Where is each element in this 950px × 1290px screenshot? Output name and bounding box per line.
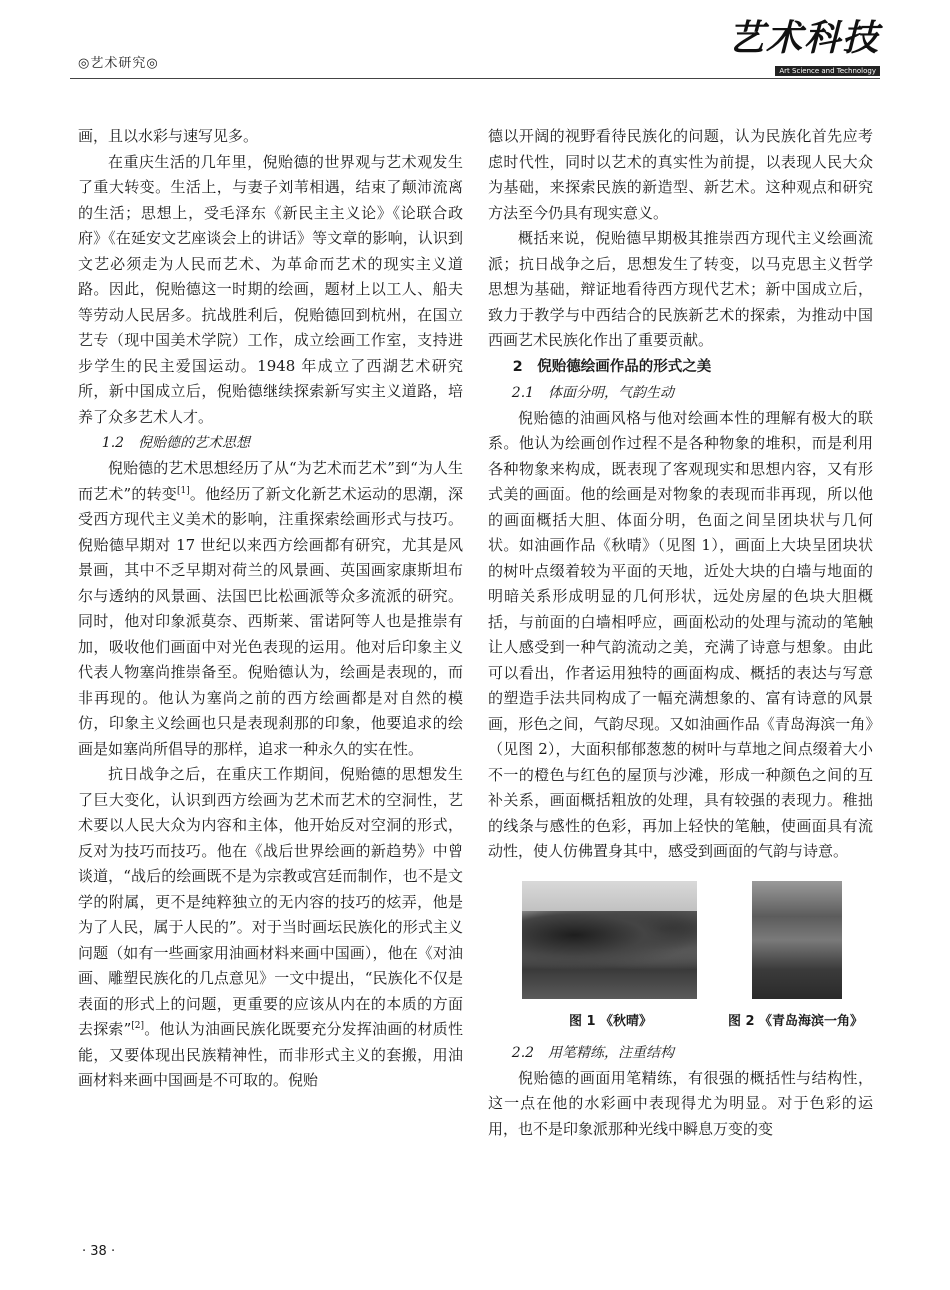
section-heading: 2 倪贻德绘画作品的形式之美: [512, 358, 712, 375]
paragraph: 在重庆生活的几年里，倪贻德的世界观与艺术观发生了重大转变。生活上，与妻子刘苇相遇，结束了颠沛流离的生活；思想上，受毛泽东《新民主主义论》《论联合政府》《在延安文艺座谈会上的讲话》等文章的影响，认识到文艺必须走为人民而艺术、为革命而艺术的现实主义道路。因此，倪贻德这一时期的绘画，题材上以工人、船夫等劳动人民居多。抗战胜利后，倪贻德回到杭州，在国立艺专（现中国美术学院）工作，成立绘画工作室，支持进步学生的民主爱国运动。1948 年成立了西湖艺术研究所，新中国成立后，倪贻德继续探索新写实主义道路，培养了众多艺术人才。: [78, 152, 463, 426]
paragraph: 概括来说，倪贻德早期极其推崇西方现代主义绘画流派；抗日战争之后，思想发生了转变，以马克思主义哲学思想为基础，辩证地看待西方现代艺术；新中国成立后，致力于教学与中西结合的民族新艺术的探索，为推动中国西画艺术民族化作出了重要贡献。: [488, 229, 873, 349]
paragraph: 德以开阔的视野看待民族化的问题，认为民族化首先应考虑时代性，同时以艺术的真实性为前提，以表现人民大众为基础，来探索民族的新造型、新艺术。这种观点和研究方法至今仍具有现实意义。: [488, 127, 873, 222]
header-rule: [70, 78, 880, 79]
figure-1-caption: 图 1 《秋晴》: [568, 1013, 653, 1029]
journal-logo: [728, 18, 880, 77]
paragraph: [78, 456, 463, 762]
subsection-heading: 1.2 倪贻德的艺术思想: [101, 435, 251, 451]
left-column: [78, 124, 463, 1094]
figure-1-painting: [522, 881, 697, 999]
subsection-heading: 2.2 用笔精练，注重结构: [511, 1044, 675, 1061]
paragraph: [78, 762, 463, 1094]
section-label: ◎艺术研究◎: [78, 56, 159, 71]
citation-ref: [2]: [131, 1021, 144, 1031]
citation-ref: [1]: [176, 485, 190, 496]
paragraph-text: 倪贻德的艺术思想经历了从“为艺术而艺术”到“为人生而艺术”的转变: [78, 459, 463, 503]
paragraph: 画，且以水彩与速写见多。: [78, 127, 259, 145]
paragraph: 倪贻德的油画风格与他对绘画本性的理解有极大的联系。他认为绘画创作过程不是各种物象的堆积，而是利用各种物象来构成，既表现了客观现实和思想内容，又有形式美的画面。他的绘画是对物象的表现而非再现，所以他的画面概括大胆、体面分明，色面之间呈团块状与几何状。如油画作品《秋晴》（见图 1），画面上大块呈团块状的树叶点缀着较为平面的天地，近处大块的白墙与地面的明暗关系形成明显的几何形状，远处房屋的色块大胆概括，与前面的白墙相呼应，画面松动的处理与流动的笔触让人感受到一种气韵流动之美，充满了诗意与想象。由此可以看出，作者运用独特的画面构成、概括的表达与写意的塑造手法共同构成了一幅充满想象的、富有诗意的风景画，形色之间，气韵尽现。又如油画作品《青岛海滨一角》（见图 2），大面积郁郁葱葱的树叶与草地之间点缀着大小不一的橙色与红色的屋顶与沙滩，形成一种颜色之间的互补关系，画面概括粗放的处理，具有较强的表现力。稚拙的线条与感性的色彩，再加上轻快的笔触，使画面具有流动性，使人仿佛置身其中，感受到画面的气韵与诗意。: [488, 408, 873, 860]
figure-2-painting: [752, 881, 842, 999]
paragraph: 倪贻德的画面用笔精练，有很强的概括性与结构性，这一点在他的水彩画中表现得尤为明显。对于色彩的运用，也不是印象派那种光线中瞬息万变的变: [488, 1068, 873, 1138]
logo-chinese: 艺术科技: [727, 17, 880, 59]
page-number: · 38 ·: [82, 1244, 116, 1259]
figures: [488, 881, 873, 1036]
paragraph-text: 。他经历了新文化新艺术运动的思潮，深受西方现代主义美术的影响，注重探索绘画形式与技巧。倪贻德早期对 17 世纪以来西方绘画都有研究，尤其是风景画，其中不乏早期对荷兰的风景画、英国画家康斯坦布尔与透纳的风景画、法国巴比松画派等众多流派的研究。同时，他对印象派莫奈、西斯莱、雷诺阿等人也是推崇有加，吸收他们画面中对光色表现的运用。他对后印象主义代表人物塞尚推崇备至。倪贻德认为，绘画是表现的，而非再现的。他认为塞尚之前的西方绘画都是对自然的模仿，印象主义绘画也只是表现刹那的印象，他要追求的绘画是如塞尚所倡导的那样，追求一种永久的实在性。: [78, 484, 463, 758]
logo-english: Art Science and Technology: [775, 66, 880, 76]
paragraph-text: 。他认为油画民族化既要充分发挥油画的材质性能，又要体现出民族精神性，而非形式主义的套搬，用油画材料来画中国画是不可取的。倪贻: [78, 1020, 463, 1089]
paragraph-text: 抗日战争之后，在重庆工作期间，倪贻德的思想发生了巨大变化，认识到西方绘画为艺术而艺术的空洞性，艺术要以人民大众为内容和主体，他开始反对空洞的形式，反对为技巧而技巧。他在《战后世界绘画的新趋势》中曾谈道，“战后的绘画既不是为宗教或宫廷而制作，也不是文学的附属，更不是纯粹独立的无内容的技巧的炫弄，他是为了人民，属于人民的”。对于当时画坛民族化的形式主义问题（如有一些画家用油画材料来画中国画），他在《对油画、雕塑民族化的几点意见》一文中提出，“民族化不仅是表面的形式上的问题，更重要的应该从内在的本质的方面去探索”: [78, 765, 463, 1038]
subsection-heading: 2.1 体面分明，气韵生动: [511, 384, 675, 401]
right-column: [488, 124, 873, 1142]
figure-2-caption: 图 2 《青岛海滨一角》: [727, 1013, 864, 1029]
